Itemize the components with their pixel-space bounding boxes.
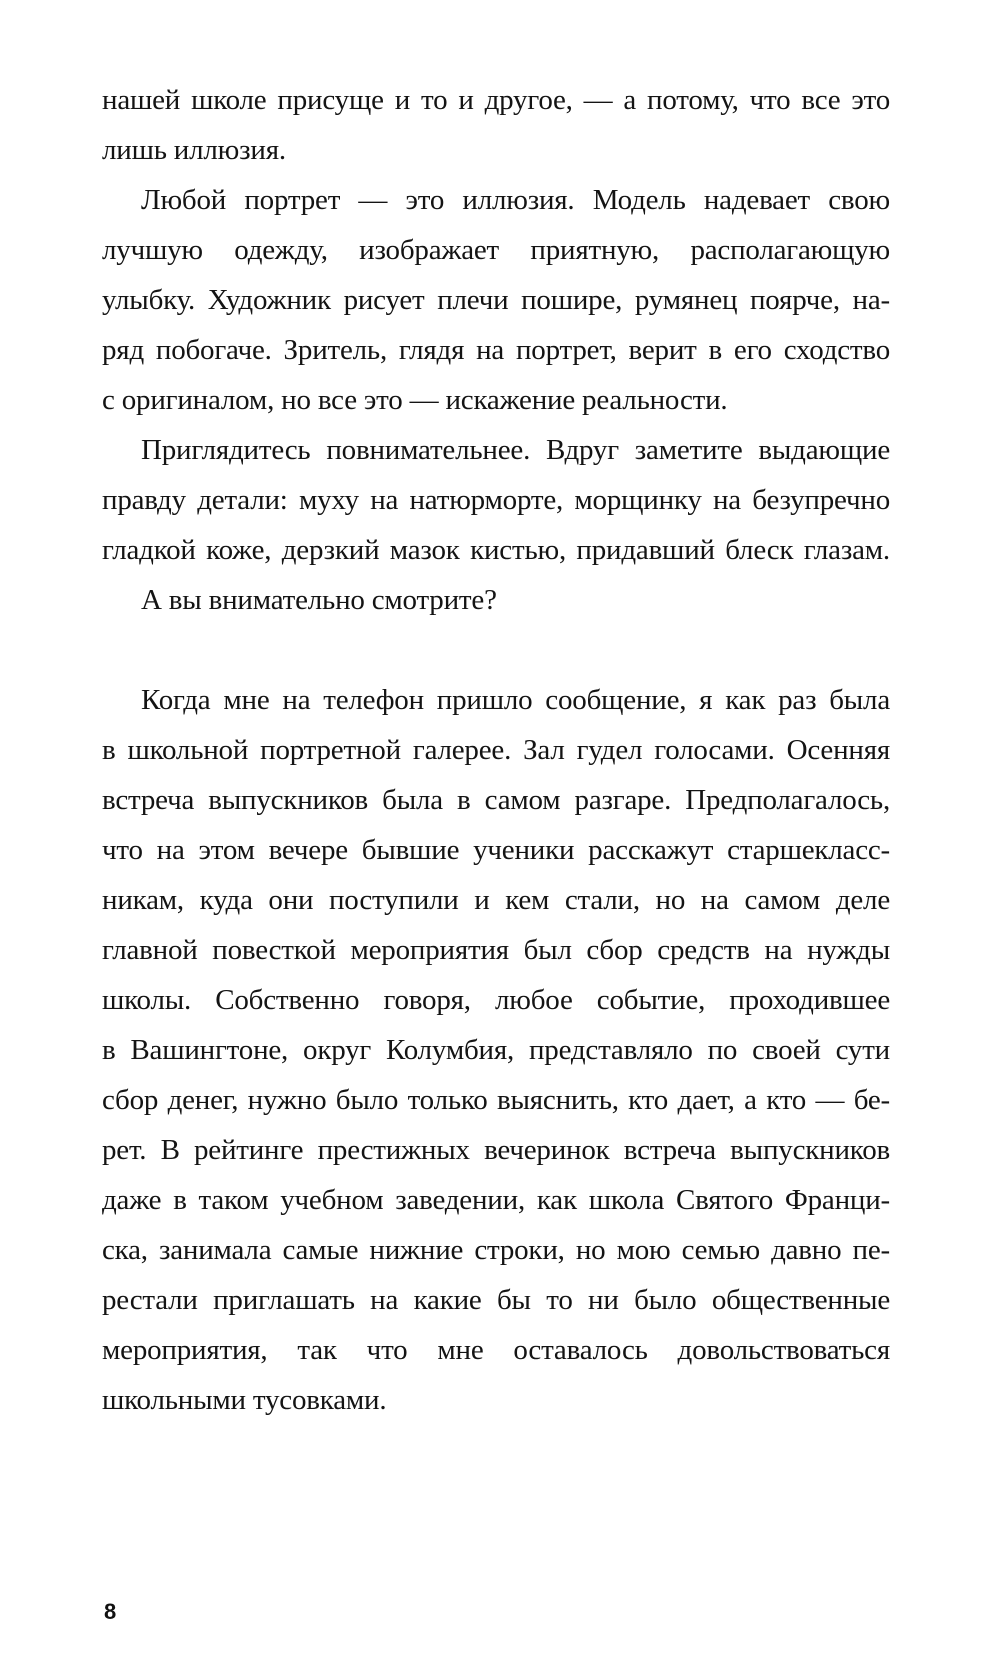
text-line: А вы внимательно смотрите? bbox=[141, 584, 497, 616]
page-number: 8 bbox=[104, 1599, 117, 1624]
text-line: Когда мне на телефон пришло сообщение, я как раз была bbox=[141, 684, 890, 716]
text-line: Любой портрет — это иллюзия. Модель надевает свою bbox=[141, 184, 890, 216]
text-line: ряд побогаче. Зритель, глядя на портрет, верит в его сходство bbox=[102, 334, 890, 366]
text-line: в Вашингтоне, округ Колумбия, представляло по своей сути bbox=[102, 1034, 890, 1066]
text-line: лишь иллюзия. bbox=[102, 134, 286, 166]
text-line: в школьной портретной галерее. Зал гудел голосами. Осенняя bbox=[102, 734, 890, 766]
text-line: гладкой коже, дерзкий мазок кистью, придавший блеск глазам. bbox=[102, 534, 890, 566]
text-line: рестали приглашать на какие бы то ни было общественные bbox=[102, 1284, 890, 1316]
text-line: ска, занимала самые нижние строки, но мою семью давно пе- bbox=[102, 1234, 890, 1266]
text-line: улыбку. Художник рисует плечи пошире, румянец поярче, на- bbox=[102, 284, 890, 316]
text-line: рет. В рейтинге престижных вечеринок встреча выпускников bbox=[102, 1134, 890, 1166]
text-line: нашей школе присуще и то и другое, — а потому, что все это bbox=[102, 84, 890, 116]
text-line: даже в таком учебном заведении, как школа Святого Франци- bbox=[102, 1184, 890, 1216]
text-line: мероприятия, так что мне оставалось довольствоваться bbox=[102, 1334, 890, 1366]
text-line: что на этом вечере бывшие ученики расскажут старшекласс- bbox=[102, 834, 890, 866]
text-line: правду детали: муху на натюрморте, морщинку на безупречно bbox=[102, 484, 890, 516]
text-line: лучшую одежду, изображает приятную, располагающую bbox=[102, 234, 890, 266]
text-line: главной повесткой мероприятия был сбор средств на нужды bbox=[102, 934, 890, 966]
text-line: никам, куда они поступили и кем стали, но на самом деле bbox=[102, 884, 890, 916]
text-line: школьными тусовками. bbox=[102, 1384, 387, 1416]
text-line: школы. Собственно говоря, любое событие, проходившее bbox=[102, 984, 890, 1016]
text-line: встреча выпускников была в самом разгаре. Предполагалось, bbox=[102, 784, 890, 816]
text-line: с оригиналом, но все это — искажение реальности. bbox=[102, 384, 728, 416]
text-line: сбор денег, нужно было только выяснить, кто дает, а кто — бе- bbox=[102, 1084, 890, 1116]
text-line: Приглядитесь повнимательнее. Вдруг заметите выдающие bbox=[141, 434, 890, 466]
